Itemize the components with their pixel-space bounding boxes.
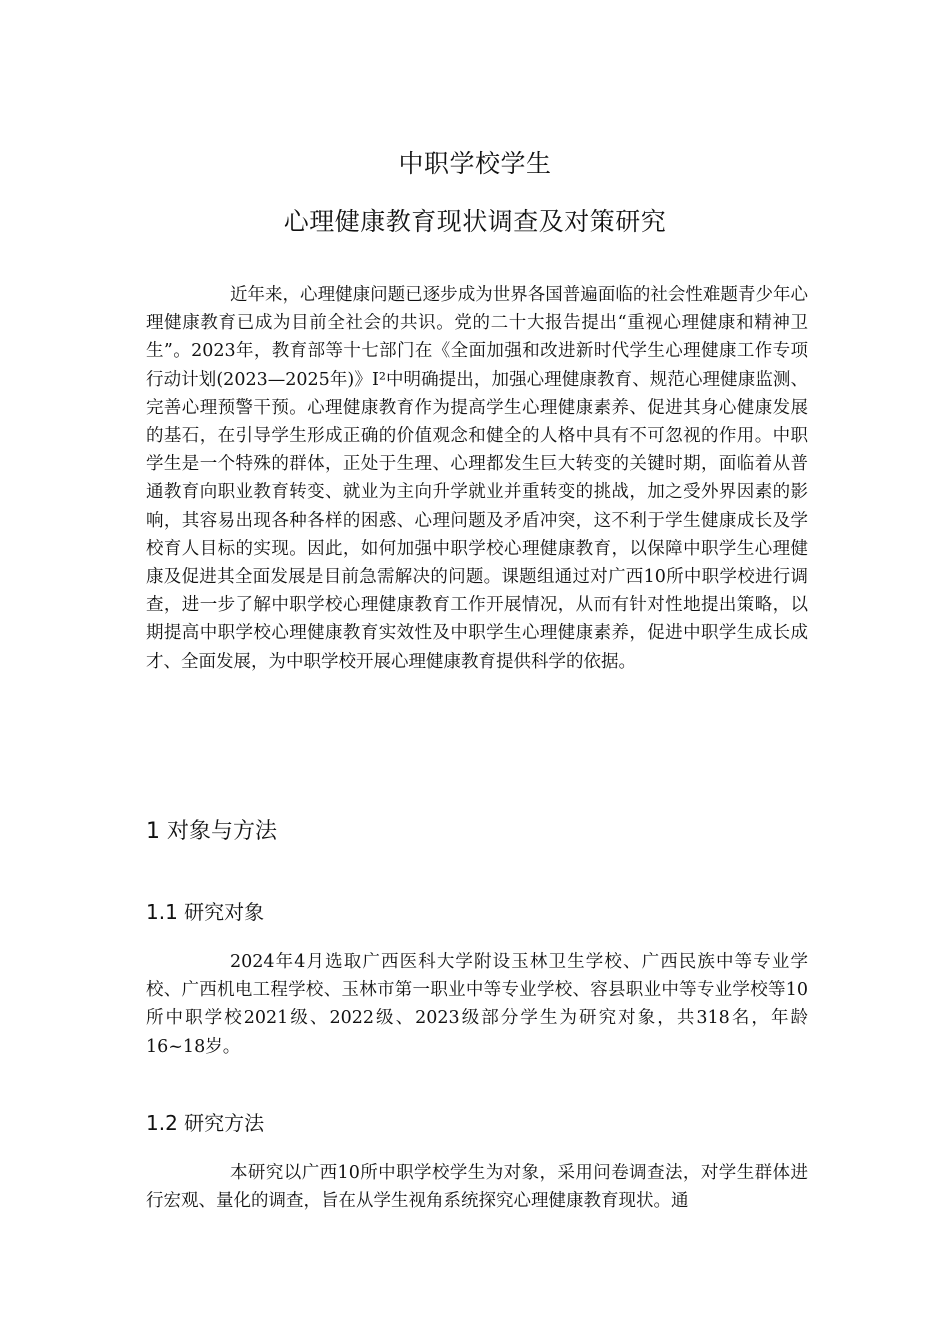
section-1-2-heading: 1.2 研究方法 (146, 1111, 265, 1135)
document-title-line1: 中职学校学生 (398, 149, 552, 178)
intro-paragraph: 近年来，心理健康问题已逐步成为世界各国普遍面临的社会性难题青少年心理健康教育已成为目前全社会的共识。党的二十大报告提出“重视心理健康和精神卫生”。2023年，教育部等十七部门在《全面加强和改进新时代学生心理健康工作专项行动计划(2023—2025年)》I²中明确提出，加强心理健康教育、规范心理健康监测、完善心理预警干预。心理健康教育作为提高学生心理健康素养、促进其身心健康发展的基石，在引导学生形成正确的价值观念和健全的人格中具有不可忽视的作用。中职学生是一个特殊的群体，正处于生理、心理都发生巨大转变的关键时期，面临着从普通教育向职业教育转变、就业为主向升学就业并重转变的挑战，加之受外界因素的影响，其容易出现各种各样的困惑、心理问题及矛盾冲突，这不利于学生健康成长及学校育人目标的实现。因此，如何加强中职学校心理健康教育，以保障中职学生心理健康及促进其全面发展是目前急需解决的问题。课题组通过对广西10所中职学校进行调查，进一步了解中职学校心理健康教育工作开展情况，从而有针对性地提出策略，以期提高中职学校心理健康教育实效性及中职学生心理健康素养，促进中职学生成长成才、全面发展，为中职学校开展心理健康教育提供科学的依据。 (146, 285, 808, 672)
document-title-line2: 心理健康教育现状调查及对策研究 (283, 207, 667, 236)
section-1-1-heading: 1.1 研究对象 (146, 900, 265, 924)
section-1-heading: 1 对象与方法 (146, 819, 277, 844)
section-1-1-paragraph: 2024年4月选取广西医科大学附设玉林卫生学校、广西民族中等专业学校、广西机电工程学校、玉林市第一职业中等专业学校、容县职业中等专业学校等10所中职学校2021级、2022级、2023级部分学生为研究对象，共318名，年龄16~18岁。 (146, 952, 808, 1057)
section-1-2-paragraph: 本研究以广西10所中职学校学生为对象，采用问卷调查法，对学生群体进行宏观、量化的调查，旨在从学生视角系统探究心理健康教育现状。通 (146, 1163, 808, 1212)
